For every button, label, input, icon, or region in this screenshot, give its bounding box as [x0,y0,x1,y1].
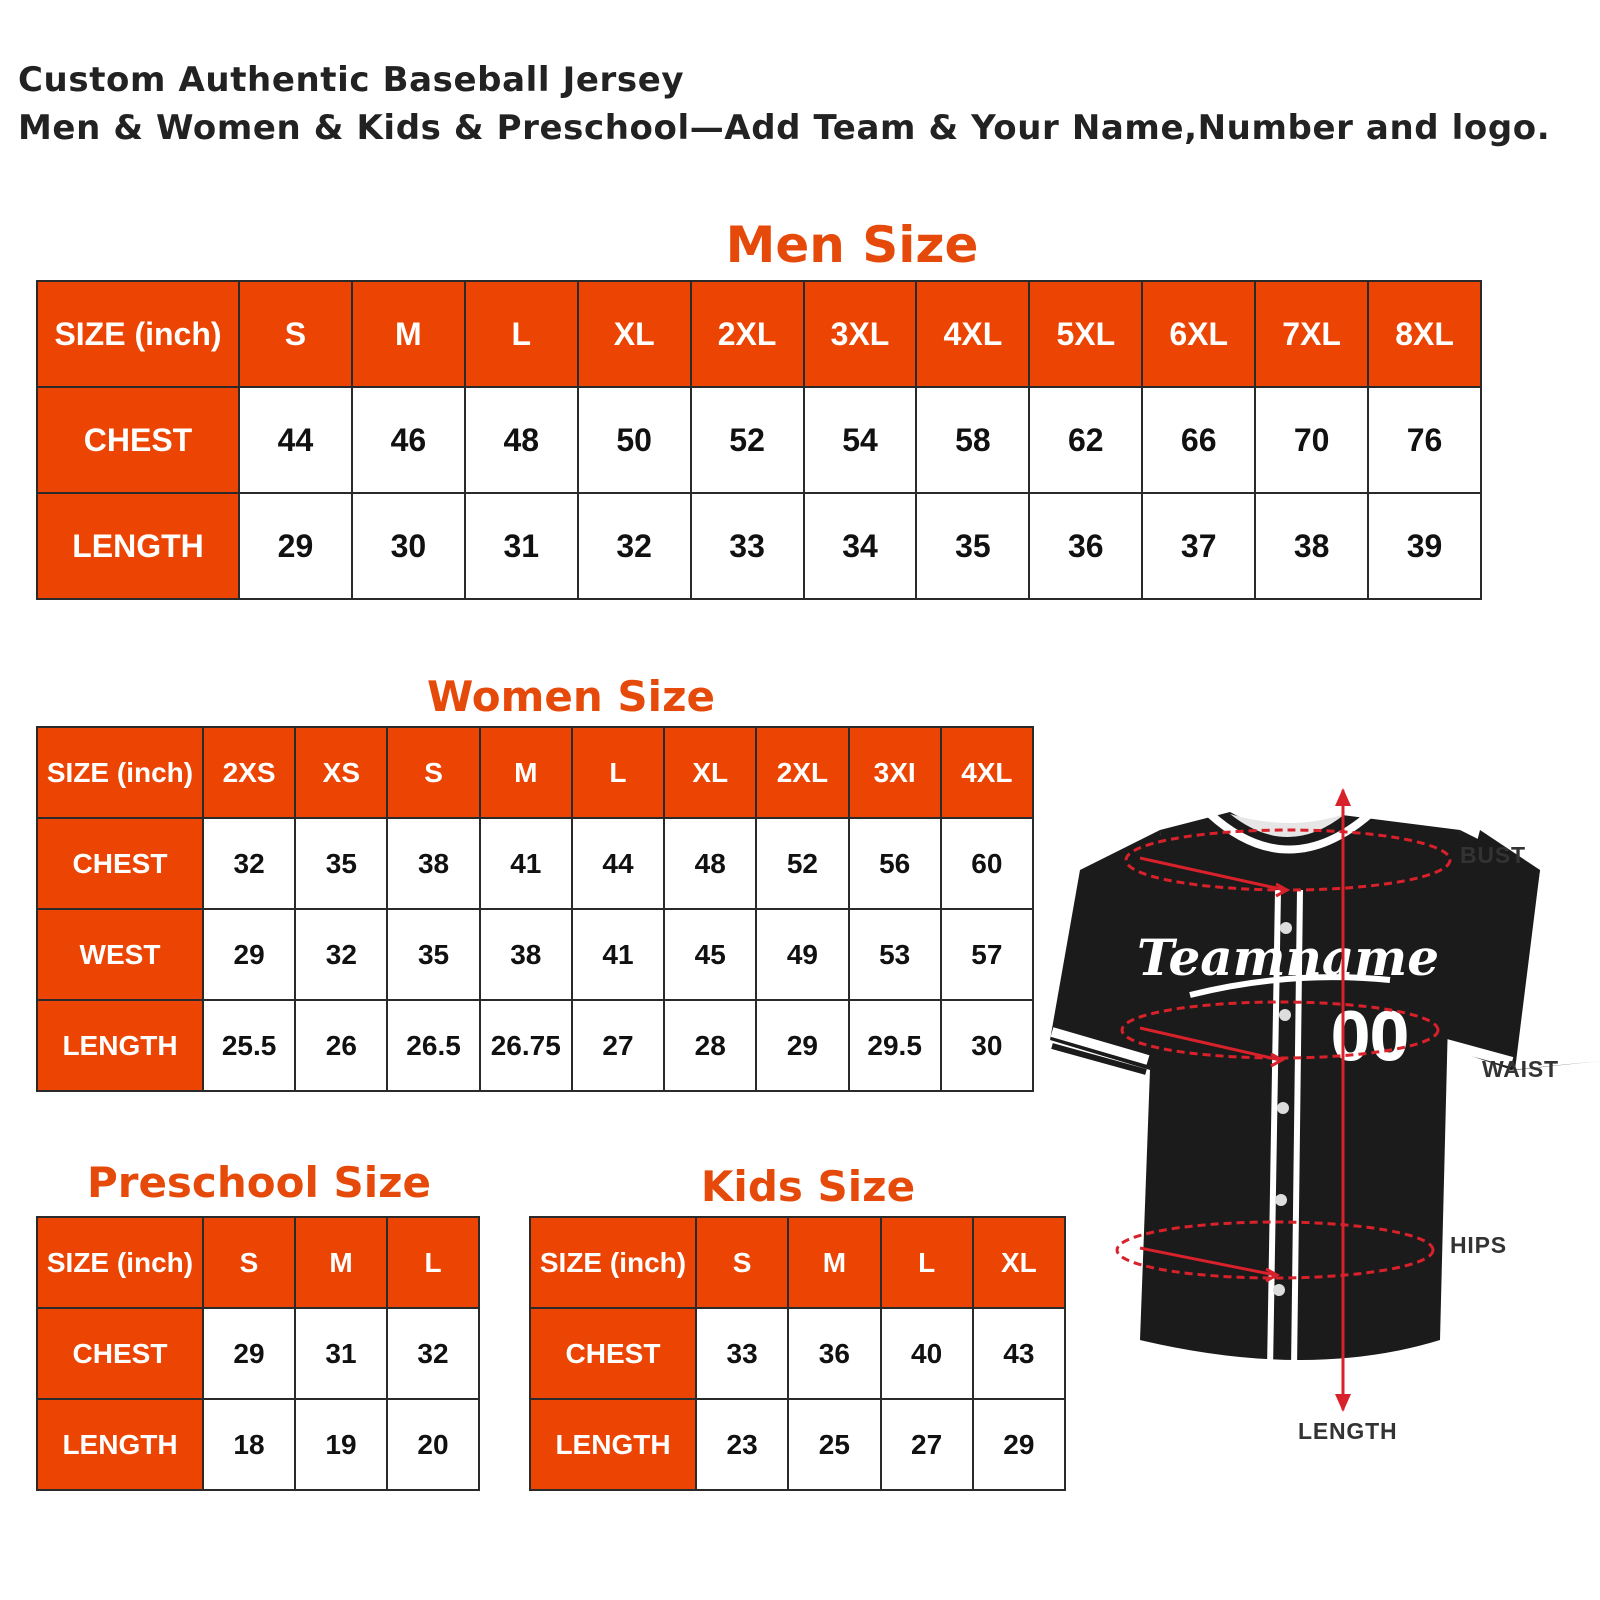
jersey-number-text: 00 [1331,997,1409,1075]
measurement-value: 43 [973,1308,1065,1399]
measurement-value: 76 [1368,387,1481,493]
size-column-header: M [480,727,572,818]
size-column-header: 5XL [1029,281,1142,387]
size-header-label: SIZE (inch) [37,727,203,818]
size-header-label: SIZE (inch) [37,1217,203,1308]
measurement-label: CHEST [37,387,239,493]
measurement-value: 33 [696,1308,788,1399]
measurement-value: 60 [941,818,1033,909]
size-column-header: XS [295,727,387,818]
measurement-value: 35 [295,818,387,909]
measurement-value: 52 [691,387,804,493]
size-column-header: M [295,1217,387,1308]
measurement-value: 31 [295,1308,387,1399]
size-column-header: L [572,727,664,818]
size-column-header: XL [578,281,691,387]
measurement-value: 34 [804,493,917,599]
size-column-header: L [387,1217,479,1308]
measurement-value: 29 [973,1399,1065,1490]
measurement-value: 29 [203,909,295,1000]
measurement-value: 36 [1029,493,1142,599]
measurement-value: 44 [572,818,664,909]
size-column-header: 2XS [203,727,295,818]
measurement-row [37,1000,1033,1091]
measurement-value: 33 [691,493,804,599]
measurement-value: 32 [295,909,387,1000]
men-size-title: Men Size [725,216,979,274]
men-size-table [36,280,1482,600]
preschool-size-title: Preschool Size [86,1158,432,1207]
measurement-value: 38 [480,909,572,1000]
measurement-value: 48 [664,818,756,909]
measurement-value: 32 [203,818,295,909]
measurement-value: 58 [916,387,1029,493]
measurement-value: 44 [239,387,352,493]
measurement-value: 49 [756,909,848,1000]
preschool-size-table [36,1216,480,1491]
size-column-header: 7XL [1255,281,1368,387]
measurement-value: 32 [387,1308,479,1399]
waist-label: WAIST [1482,1056,1559,1082]
measurement-value: 31 [465,493,578,599]
measurement-value: 37 [1142,493,1255,599]
measurement-label: LENGTH [37,493,239,599]
size-header-row [37,1217,479,1308]
size-column-header: S [696,1217,788,1308]
size-column-header: 2XL [756,727,848,818]
measurement-value: 45 [664,909,756,1000]
measurement-value: 19 [295,1399,387,1490]
measurement-value: 27 [572,1000,664,1091]
measurement-value: 38 [1255,493,1368,599]
measurement-row [530,1399,1065,1490]
measurement-value: 36 [788,1308,880,1399]
size-header-label: SIZE (inch) [37,281,239,387]
measurement-label: LENGTH [530,1399,696,1490]
measurement-value: 18 [203,1399,295,1490]
size-header-row [37,727,1033,818]
header-line-1: Custom Authentic Baseball Jersey [18,60,685,100]
measurement-value: 35 [916,493,1029,599]
size-column-header: XL [664,727,756,818]
measurement-label: LENGTH [37,1000,203,1091]
bust-label: BUST [1460,842,1526,868]
size-column-header: L [465,281,578,387]
measurement-value: 29.5 [849,1000,941,1091]
size-header-label: SIZE (inch) [530,1217,696,1308]
size-column-header: 8XL [1368,281,1481,387]
size-column-header: XL [973,1217,1065,1308]
measurement-row [37,493,1481,599]
measurement-value: 26.5 [387,1000,479,1091]
jersey-team-text: Teamname [1136,928,1440,987]
size-column-header: 4XL [916,281,1029,387]
kids-size-title: Kids Size [700,1162,916,1211]
measurement-value: 23 [696,1399,788,1490]
measurement-value: 30 [352,493,465,599]
jersey-illustration [1040,770,1600,1490]
measurement-row [37,1308,479,1399]
size-column-header: 3XL [804,281,917,387]
measurement-value: 35 [387,909,479,1000]
measurement-value: 57 [941,909,1033,1000]
measurement-value: 48 [465,387,578,493]
measurement-value: 27 [881,1399,973,1490]
measurement-value: 53 [849,909,941,1000]
measurement-value: 39 [1368,493,1481,599]
measurement-value: 56 [849,818,941,909]
measurement-label: WEST [37,909,203,1000]
header-line-2: Men & Women & Kids & Preschool—Add Team & Your Name,Number and logo. [18,108,1551,148]
women-size-title: Women Size [426,672,716,721]
measurement-value: 41 [480,818,572,909]
measurement-label: CHEST [37,1308,203,1399]
size-column-header: 4XL [941,727,1033,818]
size-column-header: M [788,1217,880,1308]
hips-label: HIPS [1450,1232,1507,1258]
measurement-value: 25 [788,1399,880,1490]
measurement-value: 52 [756,818,848,909]
size-column-header: M [352,281,465,387]
measurement-value: 30 [941,1000,1033,1091]
size-column-header: 6XL [1142,281,1255,387]
measurement-value: 20 [387,1399,479,1490]
measurement-row [37,909,1033,1000]
size-column-header: S [203,1217,295,1308]
measurement-value: 66 [1142,387,1255,493]
length-label: LENGTH [1298,1418,1398,1444]
measurement-value: 29 [756,1000,848,1091]
size-column-header: S [239,281,352,387]
measurement-value: 26 [295,1000,387,1091]
measurement-label: CHEST [37,818,203,909]
measurement-row [37,818,1033,909]
measurement-value: 41 [572,909,664,1000]
size-header-row [37,281,1481,387]
measurement-value: 29 [239,493,352,599]
measurement-value: 40 [881,1308,973,1399]
measurement-row [37,387,1481,493]
measurement-value: 62 [1029,387,1142,493]
page-header [18,56,1550,152]
measurement-value: 46 [352,387,465,493]
size-column-header: 3XI [849,727,941,818]
size-column-header: L [881,1217,973,1308]
measurement-value: 29 [203,1308,295,1399]
measurement-value: 26.75 [480,1000,572,1091]
kids-size-table [529,1216,1066,1491]
women-size-table [36,726,1034,1092]
measurement-value: 70 [1255,387,1368,493]
measurement-value: 32 [578,493,691,599]
measurement-value: 54 [804,387,917,493]
measurement-label: CHEST [530,1308,696,1399]
jersey-measurement-diagram [1040,770,1600,1490]
size-header-row [530,1217,1065,1308]
measurement-label: LENGTH [37,1399,203,1490]
measurement-row [37,1399,479,1490]
size-column-header: 2XL [691,281,804,387]
measurement-row [530,1308,1065,1399]
size-column-header: S [387,727,479,818]
measurement-value: 28 [664,1000,756,1091]
measurement-value: 50 [578,387,691,493]
measurement-value: 38 [387,818,479,909]
measurement-value: 25.5 [203,1000,295,1091]
